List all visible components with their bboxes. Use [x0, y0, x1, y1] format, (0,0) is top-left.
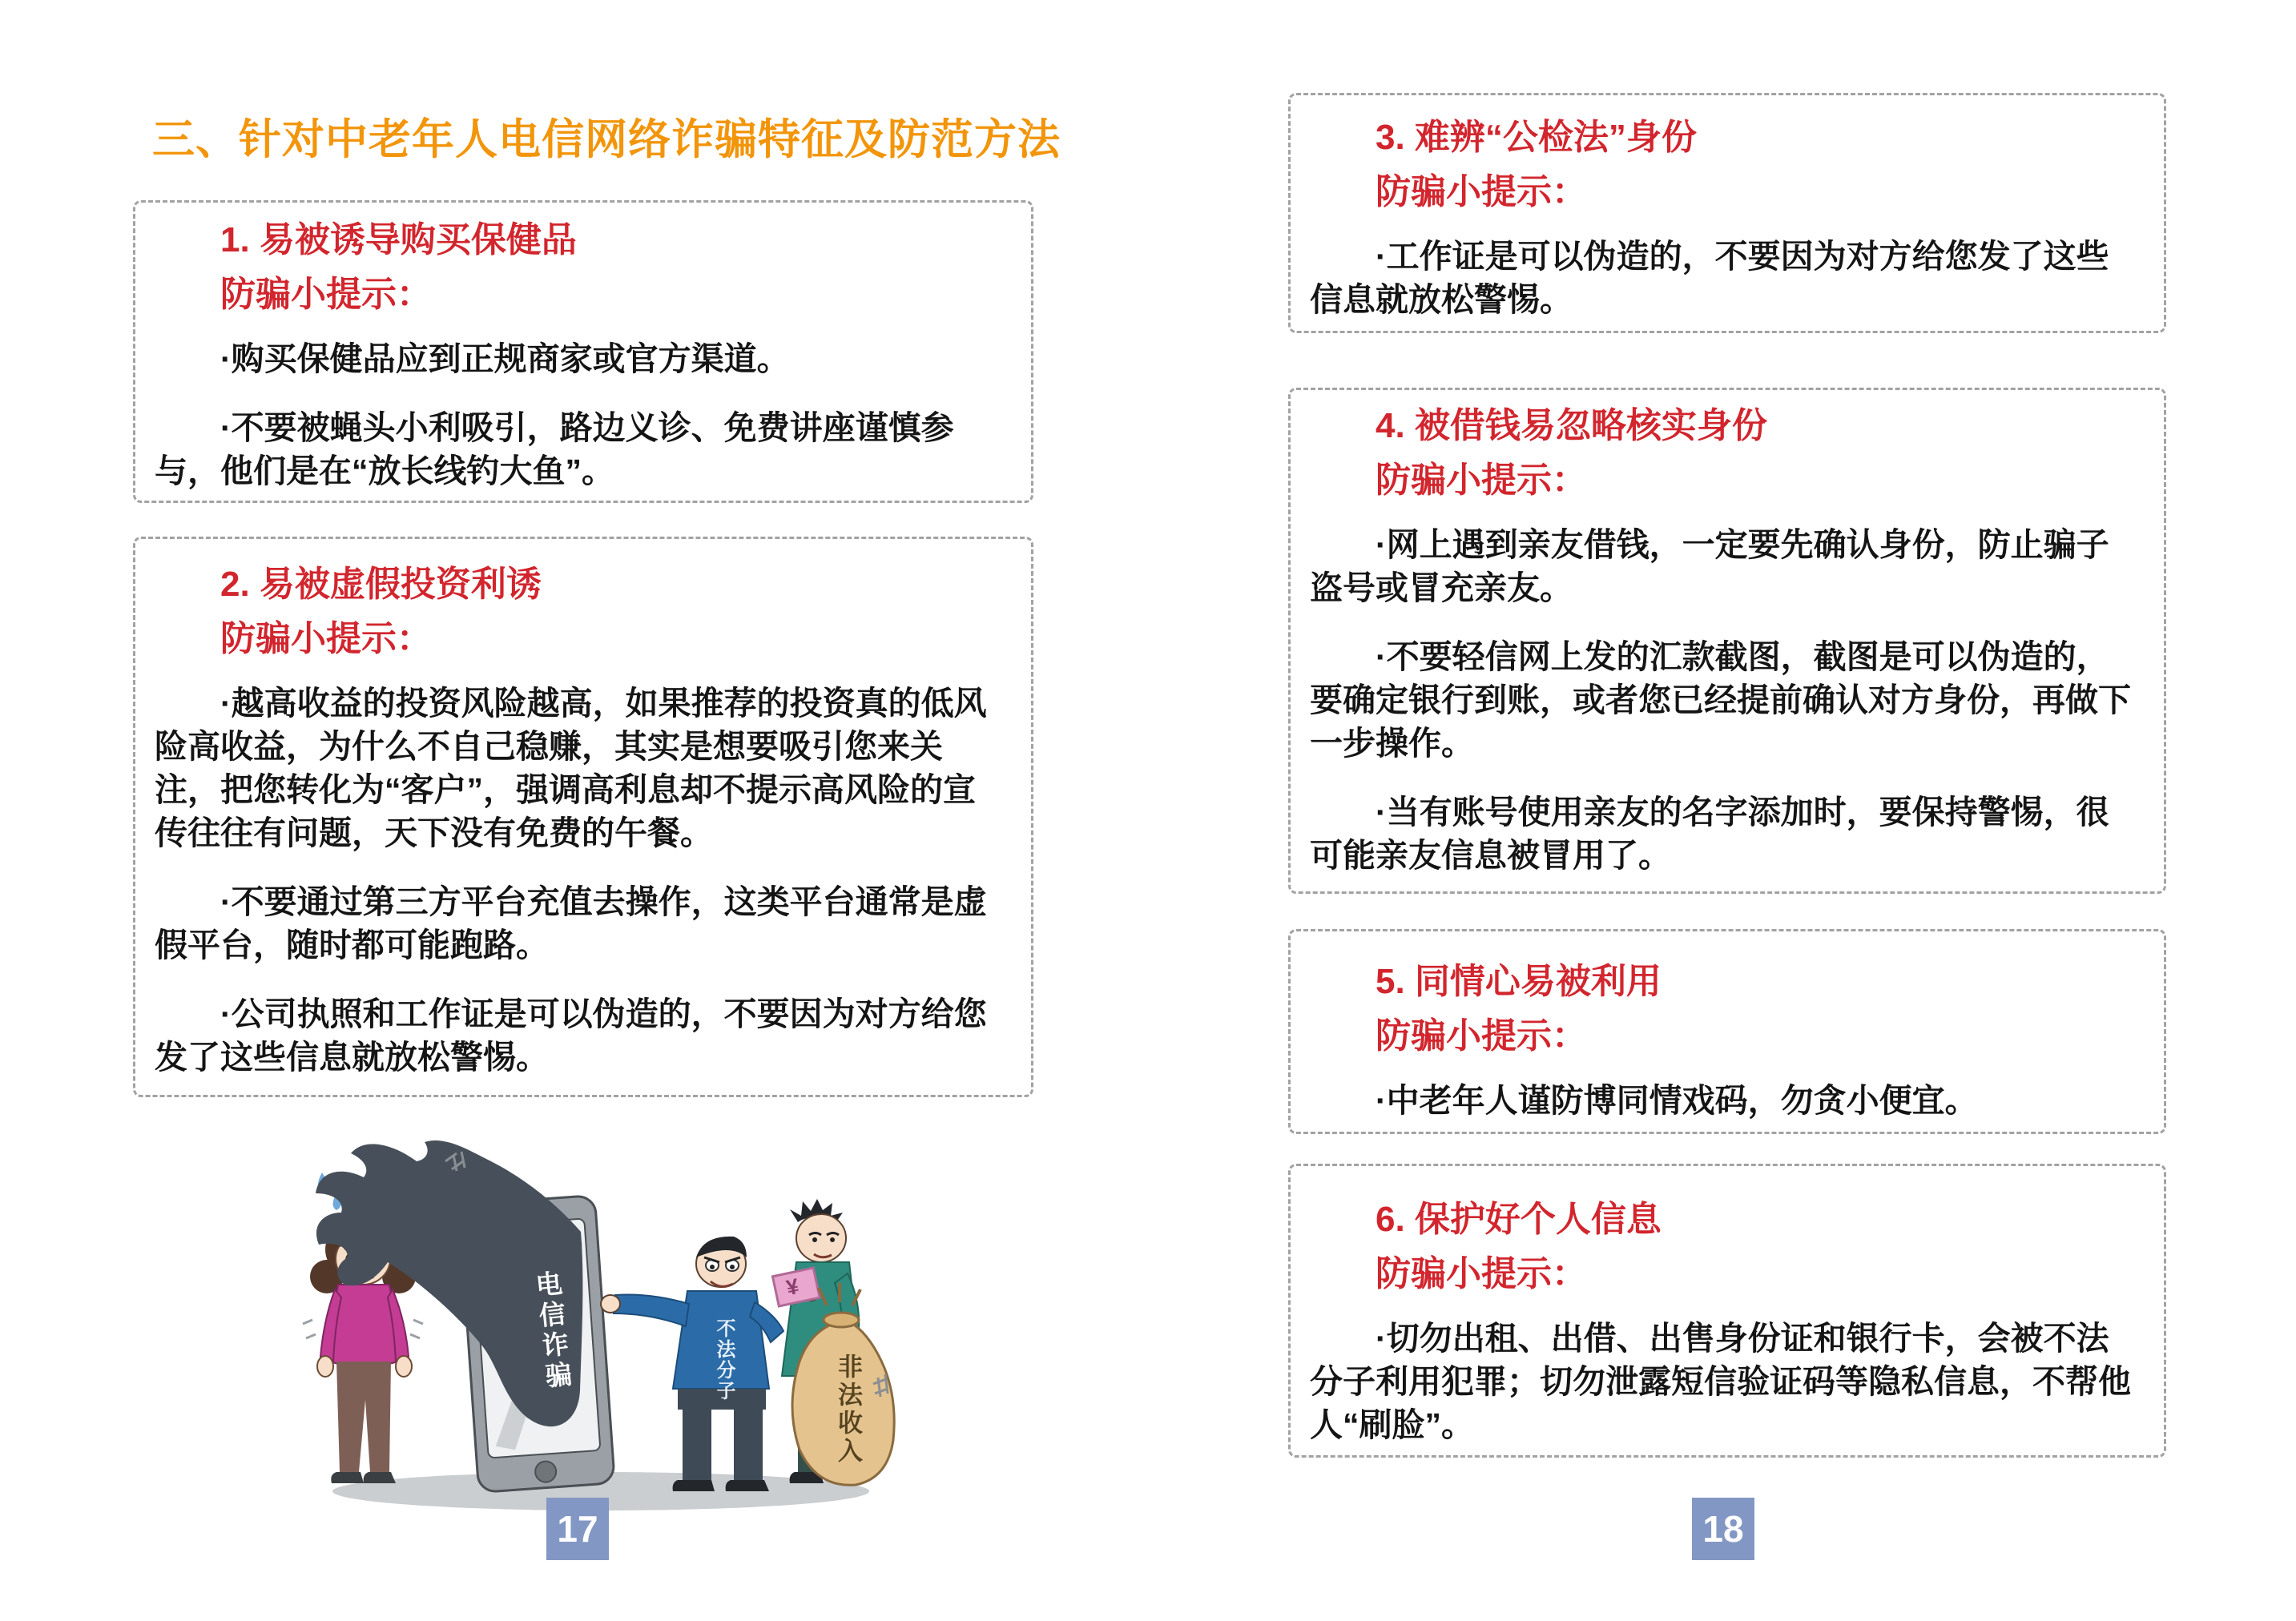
tip-bullet: ·公司执照和工作证是可以伪造的，不要因为对方给您发了这些信息就放松警惕。	[155, 996, 987, 1076]
tip-bullet: ·工作证是可以伪造的，不要因为对方给您发了这些信息就放松警惕。	[1310, 238, 2109, 318]
tip-box-3	[1288, 93, 2166, 333]
tip-box-2-title: 2. 易被虚假投资利诱	[220, 565, 542, 604]
tip-box-6-tips-label: 防骗小提示：	[1376, 1254, 1587, 1293]
fraud-cartoon-illustration	[288, 1120, 897, 1520]
tip-bullet: ·购买保健品应到正规商家或官方渠道。	[220, 340, 790, 377]
tip-box-5-tips-label: 防骗小提示：	[1376, 1016, 1587, 1056]
tip-box-3-tips-label: 防骗小提示：	[1376, 172, 1587, 211]
smoke-text-label: 电信诈骗	[531, 1269, 574, 1394]
tip-bullet: ·不要被蝇头小利吸引，路边义诊、免费讲座谨慎参与，他们是在“放长线钓大鱼”。	[155, 409, 954, 489]
section-heading: 三、针对中老年人电信网络诈骗特征及防范方法	[152, 116, 1061, 163]
tip-box-6-title: 6. 保护好个人信息	[1376, 1200, 1662, 1239]
tip-box-1	[133, 200, 1033, 503]
tip-bullet: ·网上遇到亲友借钱，一定要先确认身份，防止骗子盗号或冒充亲友。	[1310, 526, 2109, 606]
money-bag-label: 非法收入	[834, 1354, 862, 1466]
page-number-badge-left: 17	[546, 1498, 609, 1560]
tip-box-4-tips-label: 防骗小提示：	[1376, 461, 1587, 500]
tip-bullet: ·不要通过第三方平台充值去操作，这类平台通常是虚假平台，随时都可能跑路。	[155, 883, 987, 963]
page-number-badge-right: 18	[1692, 1498, 1754, 1560]
tip-bullet: ·切勿出租、出借、出售身份证和银行卡，会被不法分子利用犯罪；切勿泄露短信验证码等隐私信息，不帮他人“刷脸”。	[1310, 1320, 2131, 1443]
envelope-yuan-label: ¥	[783, 1273, 801, 1301]
tip-box-1-tips-label: 防骗小提示：	[220, 275, 432, 314]
tip-bullet: ·越高收益的投资风险越高，如果推荐的投资真的低风险高收益，为什么不自己稳赚，其实是想要吸引您来关注，把您转化为“客户”，强调高利息却不提示高风险的宣传往往有问题，天下没有免费的午餐。	[155, 685, 987, 851]
tip-box-2	[133, 537, 1033, 1097]
scammer-figure	[601, 1237, 783, 1491]
tip-box-5-title: 5. 同情心易被利用	[1376, 962, 1662, 1001]
scammer-shirt-label: 不法分子	[713, 1318, 735, 1402]
tip-box-4	[1288, 388, 2166, 894]
tip-bullet: ·不要轻信网上发的汇款截图，截图是可以伪造的，要确定银行到账，或者您已经提前确认对方身份，再做下一步操作。	[1310, 638, 2131, 762]
tip-box-4-title: 4. 被借钱易忽略核实身份	[1376, 406, 1767, 445]
tip-bullet: ·当有账号使用亲友的名字添加时，要保持警惕，很可能亲友信息被冒用了。	[1310, 794, 2109, 874]
tip-box-5	[1288, 929, 2166, 1134]
tip-box-3-title: 3. 难辨“公检法”身份	[1376, 118, 1697, 157]
fraud-cartoon-graphic	[288, 1120, 897, 1520]
tip-box-1-title: 1. 易被诱导购买保健品	[220, 220, 577, 259]
tip-box-2-tips-label: 防骗小提示：	[220, 619, 432, 658]
tip-bullet: ·中老年人谨防博同情戏码，勿贪小便宜。	[1376, 1082, 1978, 1119]
tip-box-6	[1288, 1164, 2166, 1458]
